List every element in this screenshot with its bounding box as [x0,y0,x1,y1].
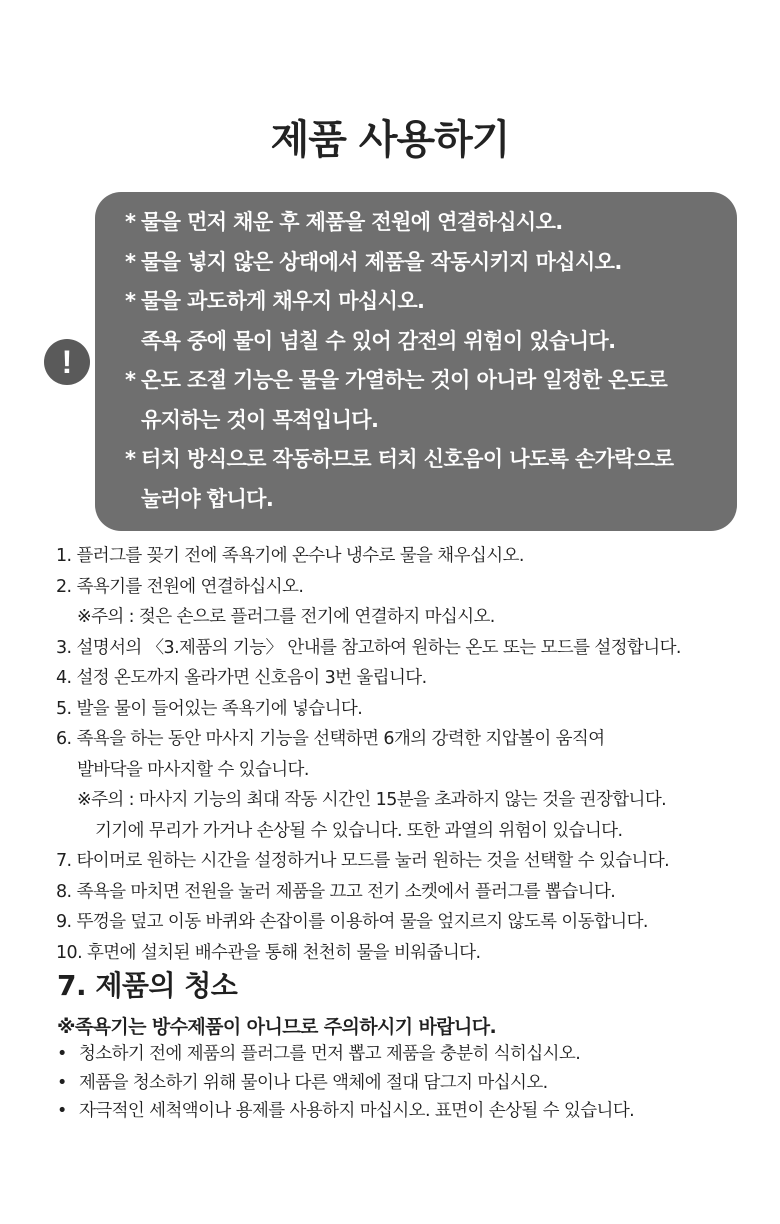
warning-line [125,361,729,401]
asterisk-mark: * [125,289,136,313]
step-3: 3. 설명서의 〈3.제품의 기능〉 안내를 참고하여 원하는 온도 또는 모드를 설정합니다. [56,637,681,658]
warning-line [125,282,729,322]
list-item-text: 청소하기 전에 제품의 플러그를 먼저 뽑고 제품을 충분히 식히십시오. [79,1044,581,1064]
warning-line [125,322,729,362]
step-1: 1. 플러그를 꽂기 전에 족욕기에 온수나 냉수로 물을 채우십시오. [56,546,524,566]
asterisk-mark: * [125,447,136,471]
warning-text: 눌러야 합니다. [141,486,274,511]
warning-text: 족욕 중에 물이 넘칠 수 있어 감전의 위험이 있습니다. [141,328,616,353]
step-6: 6. 족욕을 하는 동안 마사지 기능을 선택하면 6개의 강력한 지압볼이 움직여 [56,729,605,749]
step-6-caution-continued: 기기에 무리가 가거나 손상될 수 있습니다. 또한 과열의 위험이 있습니다. [95,820,623,841]
step-10: 10. 후면에 설치된 배수관을 통해 천천히 물을 비워줍니다. [56,942,481,963]
warning-text: 물을 넣지 않은 상태에서 제품을 작동시키지 마십시오. [141,249,622,274]
asterisk-mark: * [125,249,136,274]
cleaning-list [57,1040,767,1126]
exclamation-icon: ! [44,339,90,385]
step-5: 5. 발을 물이 들어있는 족욕기에 넣습니다. [56,698,363,719]
list-item [57,1097,767,1126]
warning-text: 물을 먼저 채운 후 제품을 전원에 연결하십시오. [141,210,563,234]
step-4: 4. 설정 온도까지 올라가면 신호음이 3번 울립니다. [56,668,427,688]
warning-line [125,401,729,441]
warning-text: 터치 방식으로 작동하므로 터치 신호음이 나도록 손가락으로 [141,447,674,471]
warning-text: 물을 과도하게 채우지 마십시오. [141,289,425,313]
warning-text: 온도 조절 기능은 물을 가열하는 것이 아니라 일정한 온도로 [141,368,668,392]
asterisk-mark: * [125,368,136,392]
cleaning-section-title: 7. 제품의 청소 [57,969,238,1002]
list-item [57,1040,767,1069]
step-2: 2. 족욕기를 전원에 연결하십시오. [56,576,304,597]
step-6-continued: 발바닥을 마사지할 수 있습니다. [77,759,309,780]
step-2-caution: ※주의 : 젖은 손으로 플러그를 전기에 연결하지 마십시오. [77,607,495,627]
usage-steps [56,541,766,968]
list-item-text: 자극적인 세척액이나 용제를 사용하지 마십시오. 표면이 손상될 수 있습니다. [79,1101,635,1121]
warning-text: 유지하는 것이 목적입니다. [141,407,379,432]
list-item-text: 제품을 청소하기 위해 물이나 다른 액체에 절대 담그지 마십시오. [79,1072,548,1093]
cleaning-warning: ※족욕기는 방수제품이 아니므로 주의하시기 바랍니다. [57,1016,497,1038]
bullet-icon: • [57,1072,67,1093]
bullet-icon: • [57,1101,67,1121]
bullet-icon: • [57,1044,67,1064]
list-item [57,1069,767,1098]
warning-list [125,203,729,519]
step-6-caution: ※주의 : 마사지 기능의 최대 작동 시간인 15분을 초과하지 않는 것을 권장합니다. [77,790,667,810]
warning-line [125,203,729,243]
step-9: 9. 뚜껑을 덮고 이동 바퀴와 손잡이를 이용하여 물을 엎지르지 않도록 이동합니다. [56,912,648,932]
page-title: 제품 사용하기 [270,117,510,163]
step-7: 7. 타이머로 원하는 시간을 설정하거나 모드를 눌러 원하는 것을 선택할 수 있습니다. [56,851,670,871]
warning-line [125,480,729,520]
step-8: 8. 족욕을 마치면 전원을 눌러 제품을 끄고 전기 소켓에서 플러그를 뽑습니다. [56,881,616,902]
warning-line [125,440,729,480]
warning-line [125,243,729,283]
asterisk-mark: * [125,210,136,234]
